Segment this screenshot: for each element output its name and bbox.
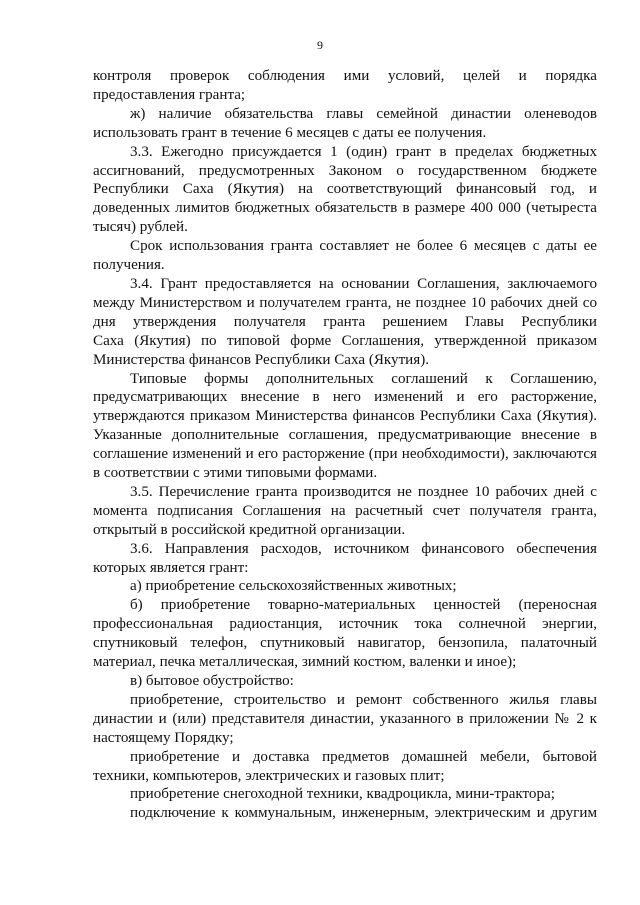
text-line: предоставления гранта; (93, 86, 246, 103)
text-line: момента подписания Соглашения на расчетный счет получателя гранта, (93, 502, 597, 519)
text-line: приобретение снегоходной техники, квадроцикла, мини-трактора; (130, 786, 555, 803)
text-line: Республики Саха (Якутия) на соответствующий финансовый год, и (93, 181, 597, 198)
text-line: ассигнований, предусмотренных Законом о государственном бюджете (93, 162, 597, 179)
text-line: доведенных лимитов бюджетных обязательств в размере 400 000 (четыреста (93, 200, 597, 217)
text-line: открытый в российской кредитной организации. (93, 521, 406, 538)
text-line: подключение к коммунальным, инженерным, электрическим и другим (130, 805, 597, 822)
text-line: которых является грант: (93, 559, 249, 576)
text-line: техники, компьютеров, электрических и газовых плит; (93, 767, 445, 784)
text-line: дня утверждения получателя гранта решением Главы Республики (93, 313, 597, 330)
text-line: 3.5. Перечисление гранта производится не позднее 10 рабочих дней с (130, 483, 597, 500)
text-line: династии и (или) представителя династии, указанного в приложении № 2 к (93, 710, 597, 727)
text-line: Министерства финансов Республики Саха (Якутия). (93, 351, 430, 368)
text-line: 3.6. Направления расходов, источником финансового обеспечения (130, 540, 597, 557)
text-line: Указанные дополнительные соглашения, предусматривающие внесение в (93, 427, 597, 444)
document-body (93, 67, 597, 823)
text-line: соглашение изменений и его расторжение (при необходимости), заключаются (93, 446, 597, 463)
text-line: в) бытовое обустройство: (130, 673, 294, 689)
text-line: спутниковый телефон, спутниковый навигатор, бензопила, палаточный (93, 635, 597, 652)
text-line: получения. (93, 257, 165, 274)
page-number: 9 (317, 38, 323, 52)
text-line: утверждаются приказом Министерства финансов Республики Саха (Якутия). (93, 408, 597, 425)
text-line: профессиональная радиостанция, источник тока солнечной энергии, (93, 616, 597, 633)
text-line: в соответствии с этими типовыми формами. (93, 465, 378, 482)
text-line: приобретение, строительство и ремонт собственного жилья главы (130, 691, 597, 708)
text-line: Саха (Якутия) по типовой форме Соглашения, утвержденной приказом (93, 332, 597, 349)
text-line: настоящему Порядку; (93, 729, 234, 746)
text-line: между Министерством и получателем гранта, не позднее 10 рабочих дней со (93, 294, 597, 311)
text-line: предусматривающих внесение в него изменений и его расторжение, (93, 389, 597, 406)
text-line: Типовые формы дополнительных соглашений к Соглашению, (130, 370, 597, 387)
text-line: б) приобретение товарно-материальных ценностей (переносная (130, 597, 597, 614)
text-line: Срок использования гранта составляет не более 6 месяцев с даты ее (130, 238, 597, 255)
text-line: 3.4. Грант предоставляется на основании Соглашения, заключаемого (130, 275, 597, 292)
text-line: тысяч) рублей. (93, 219, 188, 236)
text-line: а) приобретение сельскохозяйственных животных; (130, 578, 457, 595)
text-line: материал, печка металлическая, зимний костюм, валенки и иное); (93, 654, 517, 671)
text-line: ж) наличие обязательства главы семейной династии оленеводов (130, 105, 597, 122)
text-line: 3.3. Ежегодно присуждается 1 (один) грант в пределах бюджетных (130, 143, 597, 160)
text-line: использовать грант в течение 6 месяцев с даты ее получения. (93, 124, 487, 141)
text-line: приобретение и доставка предметов домашней мебели, бытовой (130, 748, 597, 765)
text-line: контроля проверок соблюдения ими условий, целей и порядка (93, 68, 597, 84)
